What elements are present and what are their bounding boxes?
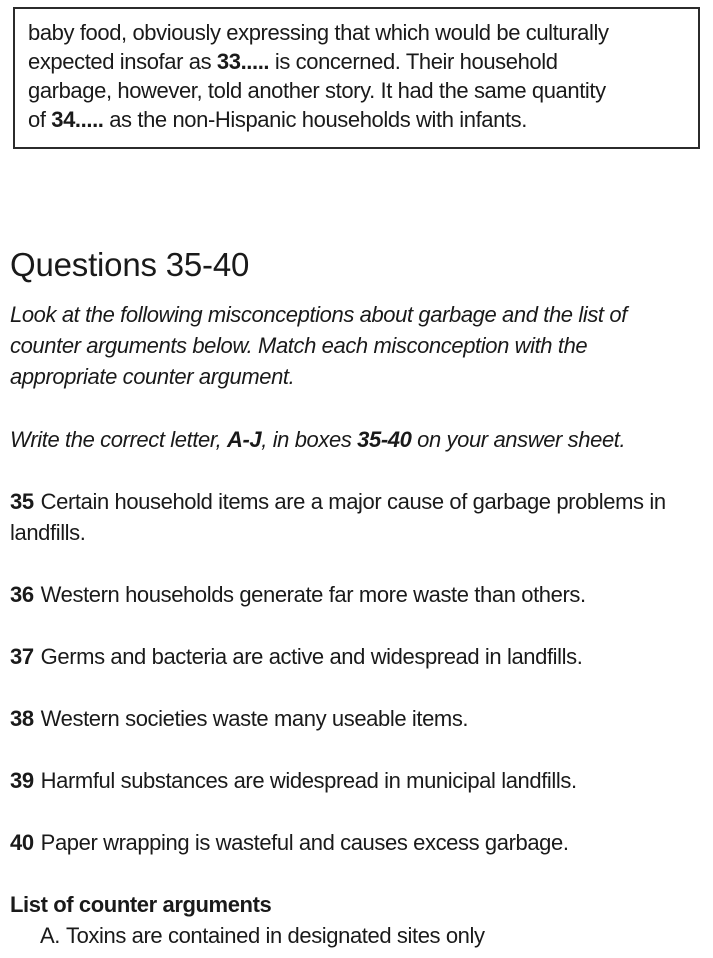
question-text: Germs and bacteria are active and widespread in landfills. <box>40 644 583 669</box>
matching-instruction <box>10 299 713 392</box>
question-text: Western societies waste many useable items. <box>40 706 469 731</box>
passage-line-4-post: as the non-Hispanic households with infants. <box>103 107 527 132</box>
matching-instruction-line-1: Look at the following misconceptions about garbage and the list of <box>10 302 627 327</box>
counter-arguments-heading: List of counter arguments <box>10 892 272 917</box>
question-number: 37 <box>10 644 34 669</box>
blank-33: 33..... <box>216 49 270 74</box>
question-text: Harmful substances are widespread in municipal landfills. <box>40 768 577 793</box>
answer-instruction-part-1: Write the correct letter, <box>10 427 228 452</box>
question-item-39 <box>10 765 682 796</box>
passage-line-2-post: is concerned. Their household <box>269 49 558 74</box>
question-text: Certain household items are a major cause of garbage problems in landfills. <box>10 489 666 545</box>
question-number: 39 <box>10 768 34 793</box>
answer-sheet-instruction <box>10 424 713 455</box>
counter-argument-letter: A. <box>40 923 60 948</box>
letter-range: A-J <box>227 427 262 452</box>
answer-instruction-part-3: on your answer sheet. <box>411 427 626 452</box>
question-item-35 <box>10 486 682 548</box>
question-item-37 <box>10 641 682 672</box>
counter-argument-text: Toxins are contained in designated sites only <box>66 923 485 948</box>
question-number: 38 <box>10 706 34 731</box>
question-number: 35 <box>10 489 34 514</box>
passage-line-1: baby food, obviously expressing that which would be culturally <box>28 20 609 45</box>
question-number: 40 <box>10 830 34 855</box>
passage-excerpt-box <box>13 7 700 149</box>
question-text: Paper wrapping is wasteful and causes excess garbage. <box>40 830 569 855</box>
passage-line-3: garbage, however, told another story. It had the same quantity <box>28 78 606 103</box>
question-item-36 <box>10 579 682 610</box>
matching-instruction-line-2: counter arguments below. Match each misconception with the <box>10 333 588 358</box>
question-text: Western households generate far more waste than others. <box>40 582 586 607</box>
questions-section-heading: Questions 35-40 <box>10 246 250 283</box>
answer-instruction-part-2: , in boxes <box>261 427 358 452</box>
passage-line-4-pre: of <box>28 107 52 132</box>
blank-34: 34..... <box>51 107 104 132</box>
matching-instruction-line-3: appropriate counter argument. <box>10 364 295 389</box>
question-number: 36 <box>10 582 34 607</box>
passage-line-2-pre: expected insofar as <box>28 49 217 74</box>
box-range: 35-40 <box>357 427 412 452</box>
question-item-38 <box>10 703 682 734</box>
counter-argument-item-a <box>40 920 713 951</box>
question-item-40 <box>10 827 682 858</box>
